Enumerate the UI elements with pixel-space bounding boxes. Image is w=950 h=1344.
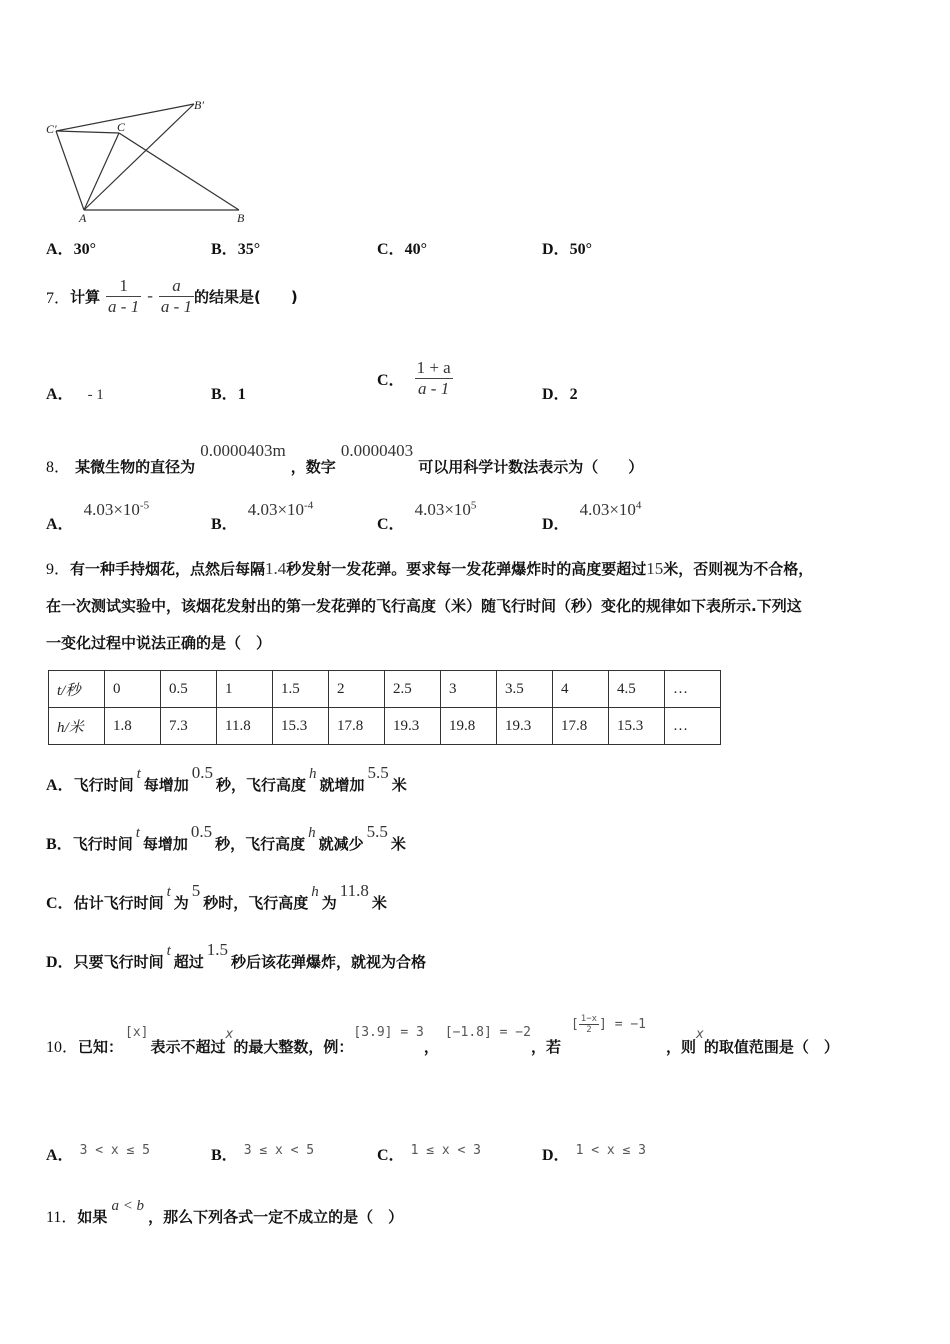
q6-option-b[interactable]: B．35° — [211, 241, 261, 258]
table-cell: 19.3 — [497, 708, 553, 745]
question-7: 7． 计算 $\frac{1}{a - 1}$ - $\frac{a}{a - 1}$ 的结果是( ) — [46, 275, 298, 316]
table-row-height — [49, 708, 721, 745]
triangle-figure — [40, 95, 260, 230]
label-c-prime: C′ — [46, 122, 57, 136]
question-9-line-1: 9．有一种手持烟花，点然后每隔1.4秒发射一发花弹。要求每一发花弹爆炸时的高度要超过15米，否则视为不合格， — [46, 559, 814, 578]
table-cell: 2.5 — [385, 671, 441, 708]
q7-option-c[interactable]: C． $\frac{1 + a}{a - 1}$ — [377, 357, 451, 398]
question-10: 10．已知：[x]表示不超过$^x$的最大整数，例：$^{[3.9] = 3}$，$^{[-1.8] = -2}$，若[ $\frac{1-x}{2}$ ] = −1，则$^x$的取值范围是（ ） — [46, 1014, 839, 1056]
table-cell: 3 — [441, 671, 497, 708]
table-cell: 15.3 — [609, 708, 665, 745]
table-cell: 2 — [329, 671, 385, 708]
question-9-line-2: 在一次测试实验中，该烟花发射出的第一发花弹的飞行高度（米）随飞行时间（秒）变化的规律如下表所示.下列这 — [46, 597, 802, 615]
q7-fraction-1: $\frac{1}{a - 1}$ — [108, 275, 140, 316]
q9-option-a[interactable]: A．飞行时间t每增加0.5秒，飞行高度h就增加5.5米 — [46, 763, 407, 794]
q7-option-b[interactable]: B．1 — [211, 386, 246, 403]
table-cell: 0 — [105, 671, 161, 708]
table-cell: … — [665, 671, 721, 708]
table-row-time — [49, 671, 721, 708]
table-header-time: t/秒 — [49, 671, 105, 708]
table-cell: 11.8 — [217, 708, 273, 745]
q7-option-a[interactable]: A． - 1 — [46, 386, 104, 403]
flight-data-table — [48, 670, 721, 745]
label-a: A — [79, 211, 87, 225]
table-cell: 1.8 — [105, 708, 161, 745]
q9-option-d[interactable]: D．只要飞行时间t超过1.5秒后该花弹爆炸，就视为合格 — [46, 940, 427, 971]
label-b: B — [237, 211, 245, 225]
table-header-height: h/米 — [49, 708, 105, 745]
table-cell: 4 — [553, 671, 609, 708]
table-cell: 1.5 — [273, 671, 329, 708]
table-cell: 0.5 — [161, 671, 217, 708]
segment-a-bprime — [84, 104, 194, 210]
table-cell: 17.8 — [329, 708, 385, 745]
table-cell: 4.5 — [609, 671, 665, 708]
question-11: 11．如果a < b，那么下列各式一定不成立的是（ ） — [46, 1198, 404, 1226]
question-8: 8． 某微生物的直径为 0.0000403m ，数字 0.0000403 可以用科学计数法表示为（ ） — [46, 441, 644, 476]
q8-option-a[interactable]: A．$4.03\times 10^{-5}$ — [46, 499, 150, 533]
q7-fraction-2: $\frac{a}{a - 1}$ — [160, 275, 193, 316]
q6-option-c[interactable]: C．40° — [377, 241, 427, 258]
label-b-prime: B′ — [194, 98, 204, 112]
table-cell: 15.3 — [273, 708, 329, 745]
q10-option-a[interactable]: A． 3 < x ≤ 5 — [46, 1143, 151, 1164]
segment-c-a — [84, 133, 119, 210]
q7-option-d[interactable]: D．2 — [542, 386, 578, 403]
q6-option-a[interactable]: A．30° — [46, 241, 96, 258]
label-c: C — [117, 120, 126, 134]
table-cell: 3.5 — [497, 671, 553, 708]
table-cell: 19.3 — [385, 708, 441, 745]
q9-option-b[interactable]: B．飞行时间t每增加0.5秒，飞行高度h就减少5.5米 — [46, 822, 406, 853]
table-cell: 1 — [217, 671, 273, 708]
table-cell: 19.8 — [441, 708, 497, 745]
q10-floor-expression: [ $\frac{1-x}{2}$ ] = −1 — [570, 1014, 647, 1035]
q10-option-c[interactable]: C． 1 ≤ x < 3 — [377, 1143, 482, 1164]
table-cell: 17.8 — [553, 708, 609, 745]
question-9-line-3: 一变化过程中说法正确的是（ ） — [46, 634, 272, 652]
table-cell: … — [665, 708, 721, 745]
q10-option-b[interactable]: B． 3 ≤ x < 5 — [211, 1143, 315, 1164]
segment-cprime-c — [56, 131, 119, 133]
q6-option-d[interactable]: D．50° — [542, 241, 592, 258]
table-cell: 7.3 — [161, 708, 217, 745]
q9-option-c[interactable]: C．估计飞行时间t为5秒时，飞行高度h为11.8米 — [46, 881, 387, 912]
segment-cprime-a — [56, 131, 84, 210]
q8-option-c[interactable]: C．$4.03\times 10^5$ — [377, 499, 477, 533]
segment-c-b — [119, 133, 239, 210]
q8-option-b[interactable]: B．$4.03\times 10^{-4}$ — [211, 499, 314, 533]
q10-option-d[interactable]: D． 1 < x ≤ 3 — [542, 1143, 647, 1164]
q8-option-d[interactable]: D．$4.03\times 10^4$ — [542, 499, 642, 533]
